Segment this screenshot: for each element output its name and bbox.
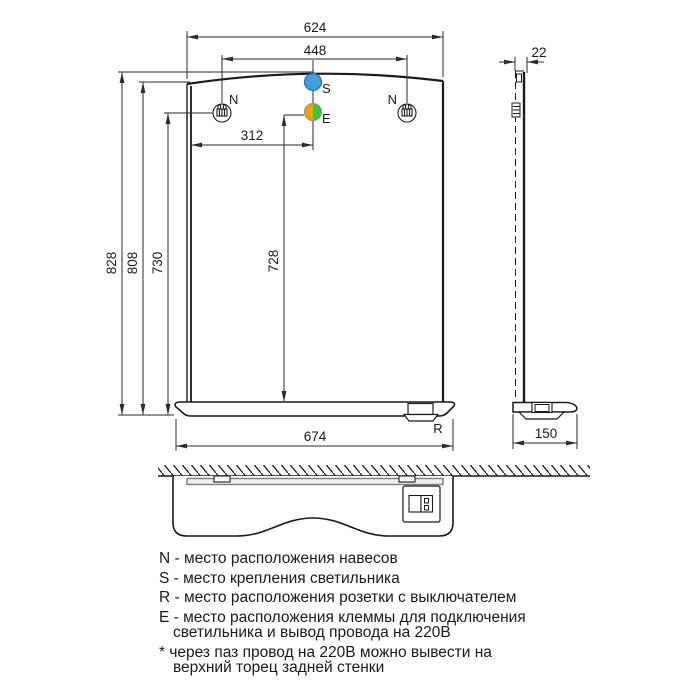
terminal-point-e	[305, 104, 322, 121]
dim-828: 828	[104, 251, 119, 275]
plan-view	[158, 465, 590, 536]
side-panel	[515, 71, 524, 402]
side-shelf	[513, 403, 577, 420]
side-hanger-detail	[512, 103, 520, 117]
side-dimensions	[499, 57, 577, 449]
legend-item-s: S - место крепления светильника	[159, 569, 400, 587]
socket-front	[404, 404, 438, 422]
dim-624: 624	[303, 20, 327, 35]
wall-hatch	[158, 465, 590, 476]
hanger-symbol-right	[398, 104, 416, 122]
dim-312: 312	[240, 128, 264, 143]
legend-note: * через паз провод на 220В можно вывести на верхний торец задней стенки	[159, 643, 492, 676]
front-view	[104, 20, 455, 451]
side-view	[499, 45, 577, 449]
plan-socket-switch	[403, 486, 440, 522]
dim-448: 448	[303, 43, 327, 58]
hanger-left-label: N	[229, 92, 239, 107]
legend	[159, 551, 579, 680]
front-dimensions	[118, 31, 453, 451]
dim-674: 674	[303, 429, 327, 444]
dim-808: 808	[125, 251, 140, 275]
dim-730: 730	[150, 251, 165, 275]
plan-hanger-left	[214, 476, 230, 482]
hanger-right-label: N	[387, 92, 397, 107]
legend-item-n: N - место расположения навесов	[159, 550, 398, 567]
mirror-outline	[187, 74, 443, 402]
legend-item-r: R - место расположения розетки с выключателем	[159, 589, 517, 606]
lamp-point-s	[305, 74, 322, 91]
lamp-s-label: S	[322, 81, 331, 96]
socket-r-label: R	[433, 421, 443, 436]
plan-hanger-right	[399, 476, 415, 482]
dim-22: 22	[531, 45, 547, 60]
legend-item-e: E - место расположения клеммы для подключения светильника и вывод провода на 220В	[159, 608, 526, 641]
terminal-e-label: E	[322, 111, 331, 126]
dim-728: 728	[266, 249, 281, 273]
dim-150: 150	[534, 426, 558, 441]
